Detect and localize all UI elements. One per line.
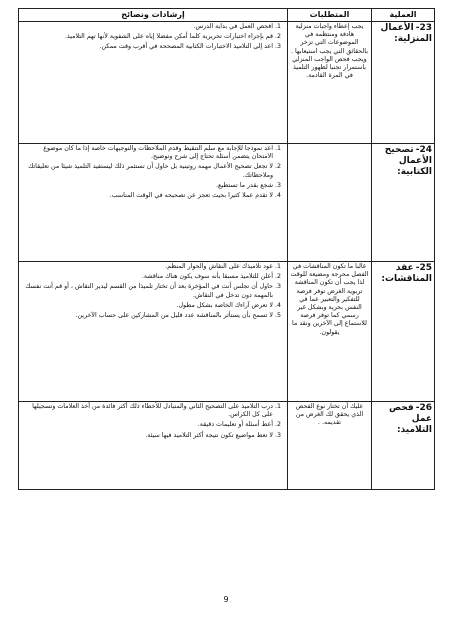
guidance-item: 1. درب التلاميذ على التصحيح الثاني والمتبادل للأخطاء ذلك أكثر فائدة من أخذ العلامات وتسجيلها على كل الكراس. — [21, 403, 273, 419]
requirements-cell: غالبا ما تكون المناقشات في الفصل محرجة ومضيعة للوقت لذا يجب أن تكون المناقشة تربوية الغرض توفر فرصة للتفكير والتعبير عما في النفس بحرية وبشكل غير رسمي كما توفر فرصة للاستماع إلى الآخرين ونقد ما يقولون. — [288, 262, 372, 402]
guidance-item: 3. اعد إلى التلاميذ الاختبارات الكتابية المصححة في أقرب وقت ممكن. — [21, 43, 273, 51]
table-row-checking-work — [19, 402, 435, 490]
guidance-item: 5. لا تسمح بأن يستأثر بالمناقشة عدد قليل من المشاركين على حساب الآخرين. — [21, 312, 273, 320]
guidance-item: 2. أعط أسئلة أو تعليمات دقيقة. — [21, 421, 273, 429]
process-number: 23- — [415, 23, 432, 33]
process-title: تصحيح الأعمال الكتابية: — [384, 145, 432, 177]
guidance-item: 3. حاول أن تجلس أنت في المؤخرة بعد أن تختار تلميذا من القسم ليدير النقاش ، أو قم أنت نفسك بالمهمة دون تدخل في النقاش. — [21, 283, 273, 299]
guidance-item: 1. افحص العمل في بداية الدرس. — [21, 23, 273, 31]
guidance-item: 1. عود تلاميذك على النقاش والحوار المنظم. — [21, 263, 273, 271]
process-cell — [372, 262, 435, 402]
header-guidance: إرشادات ونصائح — [19, 9, 288, 22]
header-requirements: المتطلبات — [288, 9, 372, 22]
process-cell — [372, 144, 435, 262]
guidance-cell — [19, 262, 288, 402]
guidance-list — [21, 23, 285, 52]
guidance-list — [21, 145, 285, 200]
process-number: 25- — [415, 263, 432, 273]
guidance-item: 3. شجع بقدر ما تستطيع. — [21, 182, 273, 190]
table-row-homework — [19, 22, 435, 144]
guidance-table — [18, 8, 435, 490]
guidance-list — [21, 263, 285, 320]
process-title: الأعمال المنزلية: — [380, 23, 432, 44]
guidance-item: 2. قم بإجراء اختبارات تحريرية كلما أمكن مفضلا إياه على الشفوية لأنها تهم التلاميذ. — [21, 33, 273, 41]
guidance-item: 3. لا تعط مواضيع تكون نتيجة أكثر التلاميذ فيها سيئة. — [21, 432, 273, 440]
guidance-item: 4. لا تعرض آراءك الخاصة بشكل مطول. — [21, 302, 273, 310]
guidance-list — [21, 403, 285, 440]
requirements-cell — [288, 144, 372, 262]
guidance-cell — [19, 402, 288, 490]
table-row-discussions — [19, 262, 435, 402]
guidance-item: 2. أعلن للتلاميذ مسبقا بأنه سوف يكون هناك مناقشة. — [21, 273, 273, 281]
guidance-cell — [19, 144, 288, 262]
guidance-item: 4. لا تقدم عملا كثيرا بحيث تعجز عن تصحيحه في الوقت المناسب. — [21, 192, 273, 200]
process-number: 24- — [415, 145, 432, 155]
process-cell — [372, 402, 435, 490]
requirements-cell: يجب إعطاء واجبات منزلية هادفة ومنتظمة في الموضوعات التي تزخر بالحقائق التي يجب استيعابها . ويجب فحص الواجب المنزلي باستمرار تجنبا لظهور التلميذ في المرة القادمة. — [288, 22, 372, 144]
process-title: فحص عمل التلاميذ: — [389, 403, 432, 435]
page-number: 9 — [223, 595, 229, 604]
table-row-written-work — [19, 144, 435, 262]
process-number: 26- — [415, 403, 432, 413]
process-title: عقد المناقشات: — [381, 263, 432, 284]
guidance-item: 2. لا تجعل تصحيح الأعمال مهمة روتينية بل حاول أن تستثمر ذلك ليستفيد التلميذ شيئا من تعليقاتك وملاحظاتك. — [21, 163, 273, 179]
table-header-row — [19, 9, 435, 22]
guidance-cell — [19, 22, 288, 144]
process-cell — [372, 22, 435, 144]
header-process: العملية — [372, 9, 435, 22]
guidance-item: 1. اعد نموذجا للإجابة مع سلم التنقيط وقدم الملاحظات والتوجيهات خاصة إذا ما كان موضوع الامتحان يتضمن أسئلة تحتاج إلى شرح وتوضيح. — [21, 145, 273, 161]
requirements-cell: عليك أن تختار نوع الفحص الذي يحقق لك الغرض من تقديمه. . — [288, 402, 372, 490]
